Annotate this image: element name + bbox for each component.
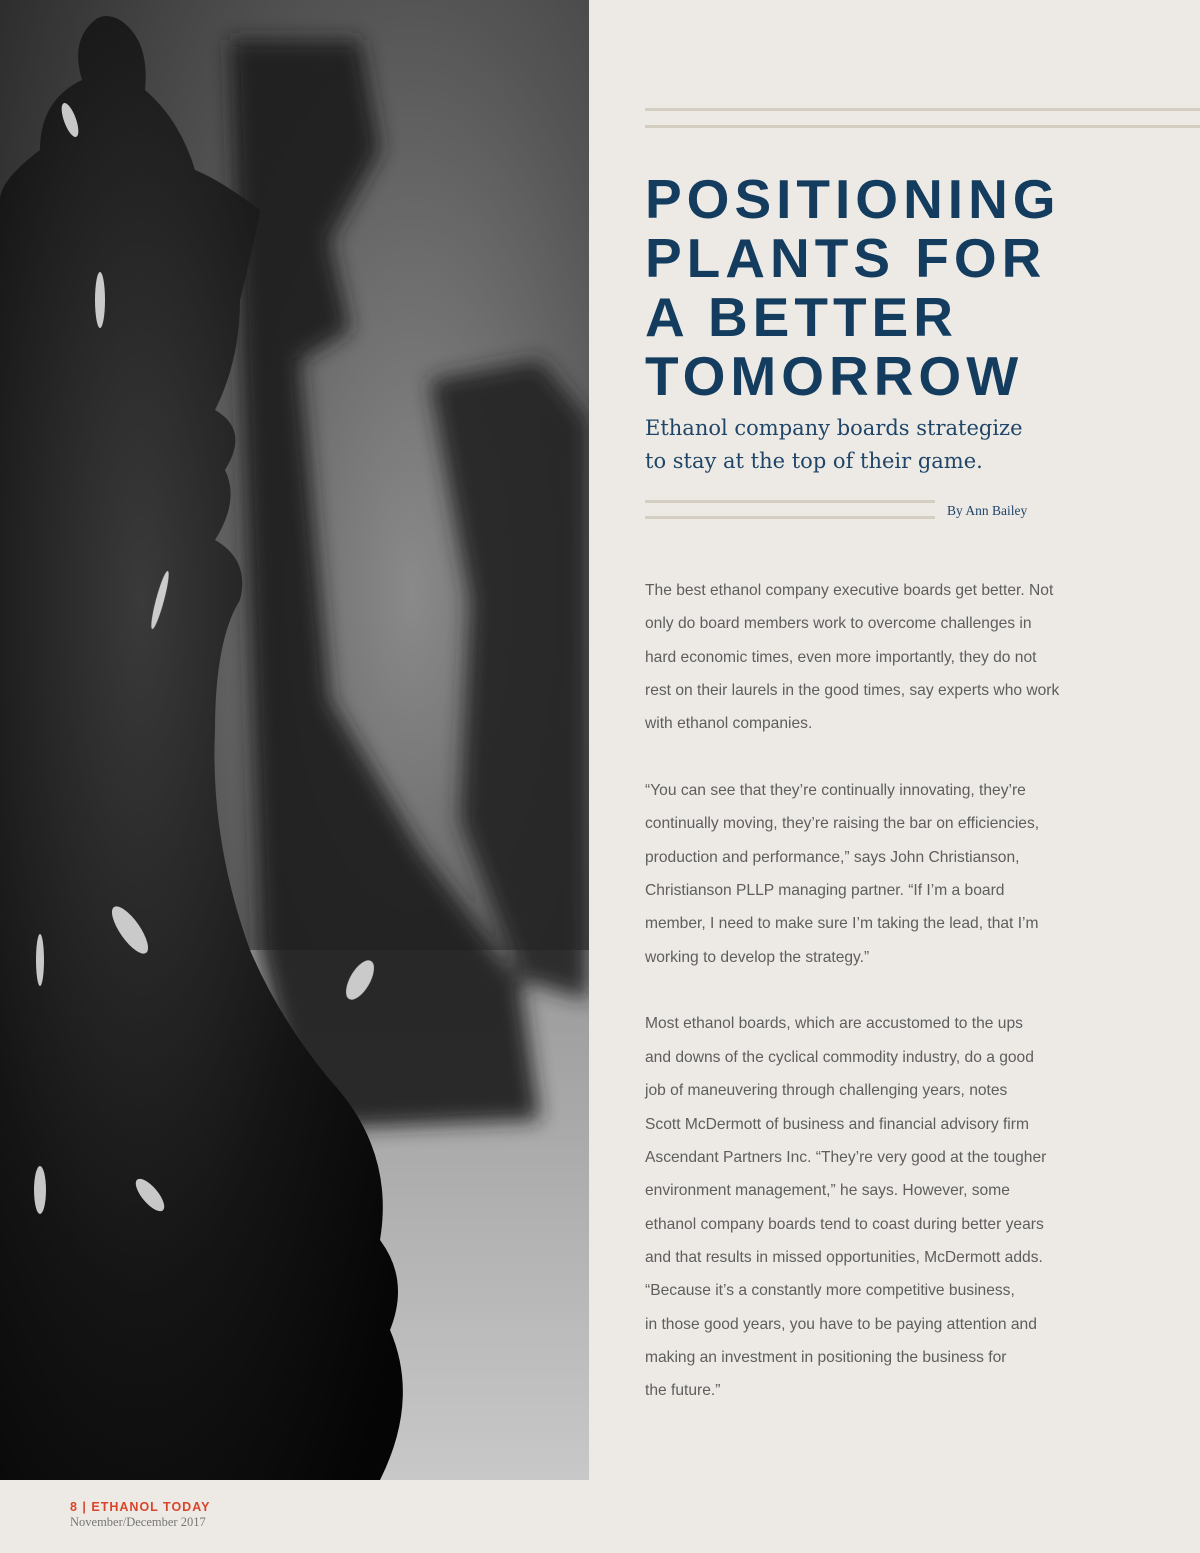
subhead-line: to stay at the top of their game.	[645, 449, 983, 473]
headline-line: TOMORROW	[645, 345, 1024, 407]
text-line: making an investment in positioning the business for	[645, 1348, 1007, 1366]
text-line: member, I need to make sure I’m taking the lead, that I’m	[645, 915, 1039, 933]
text-line: ethanol company boards tend to coast during better years	[645, 1215, 1044, 1233]
text-line: and downs of the cyclical commodity industry, do a good	[645, 1048, 1034, 1066]
paragraph	[645, 774, 1105, 974]
article-subhead	[645, 412, 1065, 478]
issue-date: November/December 2017	[70, 1515, 206, 1529]
text-line: hard economic times, even more importantly, they do not	[645, 648, 1037, 666]
headline-line: PLANTS FOR	[645, 227, 1047, 289]
headline-line: POSITIONING	[645, 168, 1061, 230]
text-line: with ethanol companies.	[645, 715, 813, 733]
text-line: “Because it’s a constantly more competitive business,	[645, 1282, 1015, 1300]
text-line: Ascendant Partners Inc. “They’re very good at the tougher	[645, 1148, 1047, 1166]
text-line: rest on their laurels in the good times, say experts who work	[645, 682, 1060, 700]
byline-block	[645, 500, 1045, 524]
text-line: production and performance,” says John Christianson,	[645, 848, 1020, 866]
text-line: working to develop the strategy.”	[645, 948, 870, 966]
text-line: job of maneuvering through challenging years, notes	[645, 1082, 1008, 1100]
article-headline	[645, 170, 1065, 406]
page-footer	[70, 1500, 210, 1530]
subhead-line: Ethanol company boards strategize	[645, 416, 1023, 440]
top-divider	[645, 108, 1200, 128]
byline-divider	[645, 500, 935, 519]
text-line: and that results in missed opportunities, McDermott adds.	[645, 1248, 1043, 1266]
text-line: environment management,” he says. However, some	[645, 1182, 1010, 1200]
paragraph	[645, 1007, 1105, 1407]
text-line: Scott McDermott of business and financial advisory firm	[645, 1115, 1029, 1133]
chess-photo	[0, 0, 589, 1480]
headline-line: A BETTER	[645, 286, 958, 348]
text-line: “You can see that they’re continually innovating, they’re	[645, 782, 1026, 800]
text-line: the future.”	[645, 1382, 721, 1400]
chess-pieces-illustration	[0, 0, 589, 1480]
text-line: Christianson PLLP managing partner. “If I’m a board	[645, 882, 1005, 900]
text-line: only do board members work to overcome challenges in	[645, 615, 1032, 633]
author-byline: By Ann Bailey	[947, 503, 1028, 518]
page-folio: 8 | ETHANOL TODAY	[70, 1500, 211, 1514]
text-line: in those good years, you have to be paying attention and	[645, 1315, 1037, 1333]
paragraph	[645, 574, 1105, 741]
article-body	[645, 574, 1105, 1441]
text-line: Most ethanol boards, which are accustomed to the ups	[645, 1015, 1023, 1033]
text-line: The best ethanol company executive boards get better. Not	[645, 582, 1054, 599]
text-line: continually moving, they’re raising the bar on efficiencies,	[645, 815, 1040, 833]
